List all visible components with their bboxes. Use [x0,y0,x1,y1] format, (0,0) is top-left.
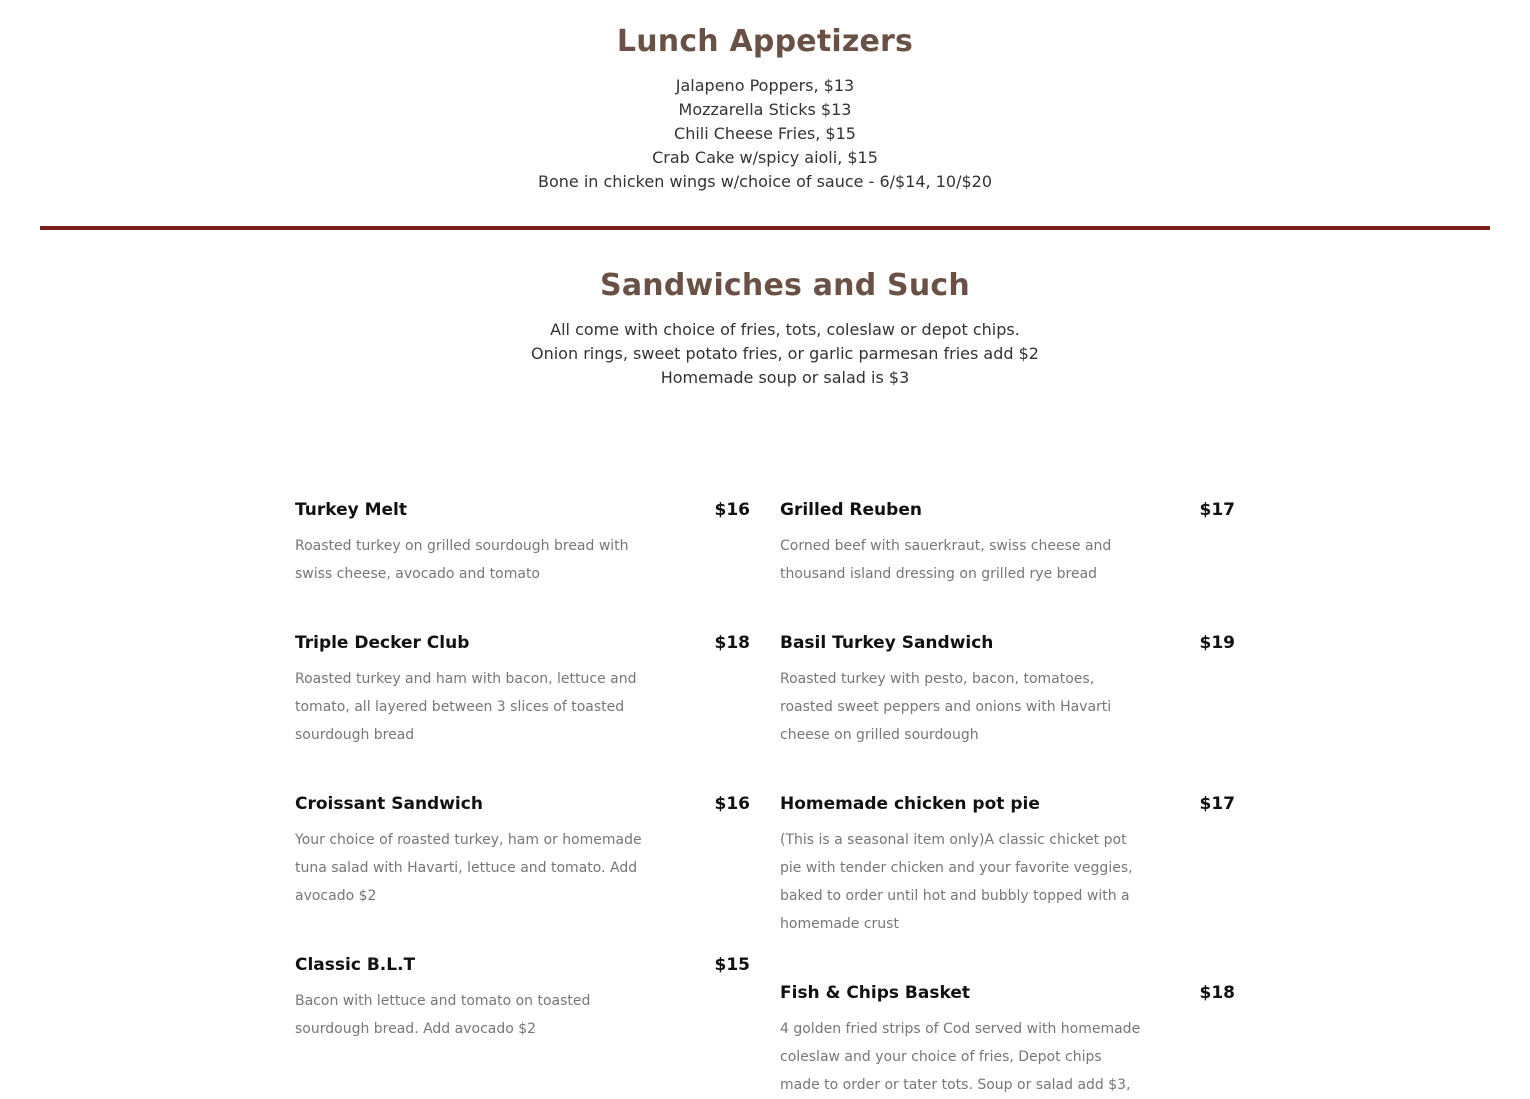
item-name: Basil Turkey Sandwich [780,633,994,653]
sandwich-note: All come with choice of fries, tots, coleslaw or depot chips. [550,320,1020,339]
item-price: $18 [714,633,750,653]
sandwich-note: Homemade soup or salad is $3 [660,368,910,387]
sandwiches-title: Sandwiches and Such [600,268,970,303]
item-description: Roasted turkey with pesto, bacon, tomatoes, roasted sweet peppers and onions with Havarti cheese on grilled sourdough [780,671,1112,743]
item-description: Corned beef with sauerkraut, swiss cheese and thousand island dressing on grilled rye bread [780,538,1112,582]
menu-item-triple-decker-club [295,633,750,794]
appetizer-item: Crab Cake w/spicy aioli, $15 [652,148,878,167]
sandwich-note: Onion rings, sweet potato fries, or garlic parmesan fries add $2 [531,344,1039,363]
appetizers-title: Lunch Appetizers [616,24,914,59]
section-divider [40,226,1490,230]
menu-item-classic-blt [295,955,750,1088]
menu-item-chicken-pot-pie [780,794,1235,983]
menu-item-basil-turkey-sandwich [780,633,1235,794]
menu-item-croissant-sandwich [295,794,750,955]
menu-column-right [780,500,1235,1093]
item-price: $16 [714,794,750,814]
item-name: Fish & Chips Basket [780,983,970,1003]
menu-item-turkey-melt [295,500,750,633]
item-description: 4 golden fried strips of Cod served with homemade coleslaw and your choice of fries, Depot chips made to order or tater tots. Soup or salad add $3, [780,1021,1141,1093]
item-name: Grilled Reuben [780,500,922,520]
appetizer-item: Chili Cheese Fries, $15 [674,124,856,143]
item-name: Homemade chicken pot pie [780,794,1040,814]
item-name: Turkey Melt [295,500,407,520]
item-description: (This is a seasonal item only)A classic chicket pot pie with tender chicken and your favorite veggies, baked to order until hot and bubbly topped with a homemade crust [780,832,1133,932]
item-price: $17 [1199,794,1235,814]
item-price: $16 [714,500,750,520]
item-description: Your choice of roasted turkey, ham or homemade tuna salad with Havarti, lettuce and tomato. Add avocado $2 [295,832,642,904]
menu-column-left [295,500,750,1088]
menu-item-grilled-reuben [780,500,1235,633]
item-description: Roasted turkey on grilled sourdough bread with swiss cheese, avocado and tomato [295,538,629,582]
appetizer-list [0,74,1530,194]
item-name: Triple Decker Club [295,633,470,653]
item-description: Bacon with lettuce and tomato on toasted sourdough bread. Add avocado $2 [295,993,591,1037]
item-price: $19 [1199,633,1235,653]
item-price: $17 [1199,500,1235,520]
menu-item-fish-and-chips [780,983,1235,1093]
appetizer-item: Mozzarella Sticks $13 [678,100,852,119]
item-price: $18 [1199,983,1235,1003]
item-name: Classic B.L.T [295,955,416,975]
appetizer-item: Jalapeno Poppers, $13 [675,76,855,95]
appetizer-item: Bone in chicken wings w/choice of sauce - 6/$14, 10/$20 [537,172,993,191]
item-price: $15 [714,955,750,975]
sandwich-notes [20,318,1530,390]
item-name: Croissant Sandwich [295,794,483,814]
item-description: Roasted turkey and ham with bacon, lettuce and tomato, all layered between 3 slices of toasted sourdough bread [295,671,637,743]
